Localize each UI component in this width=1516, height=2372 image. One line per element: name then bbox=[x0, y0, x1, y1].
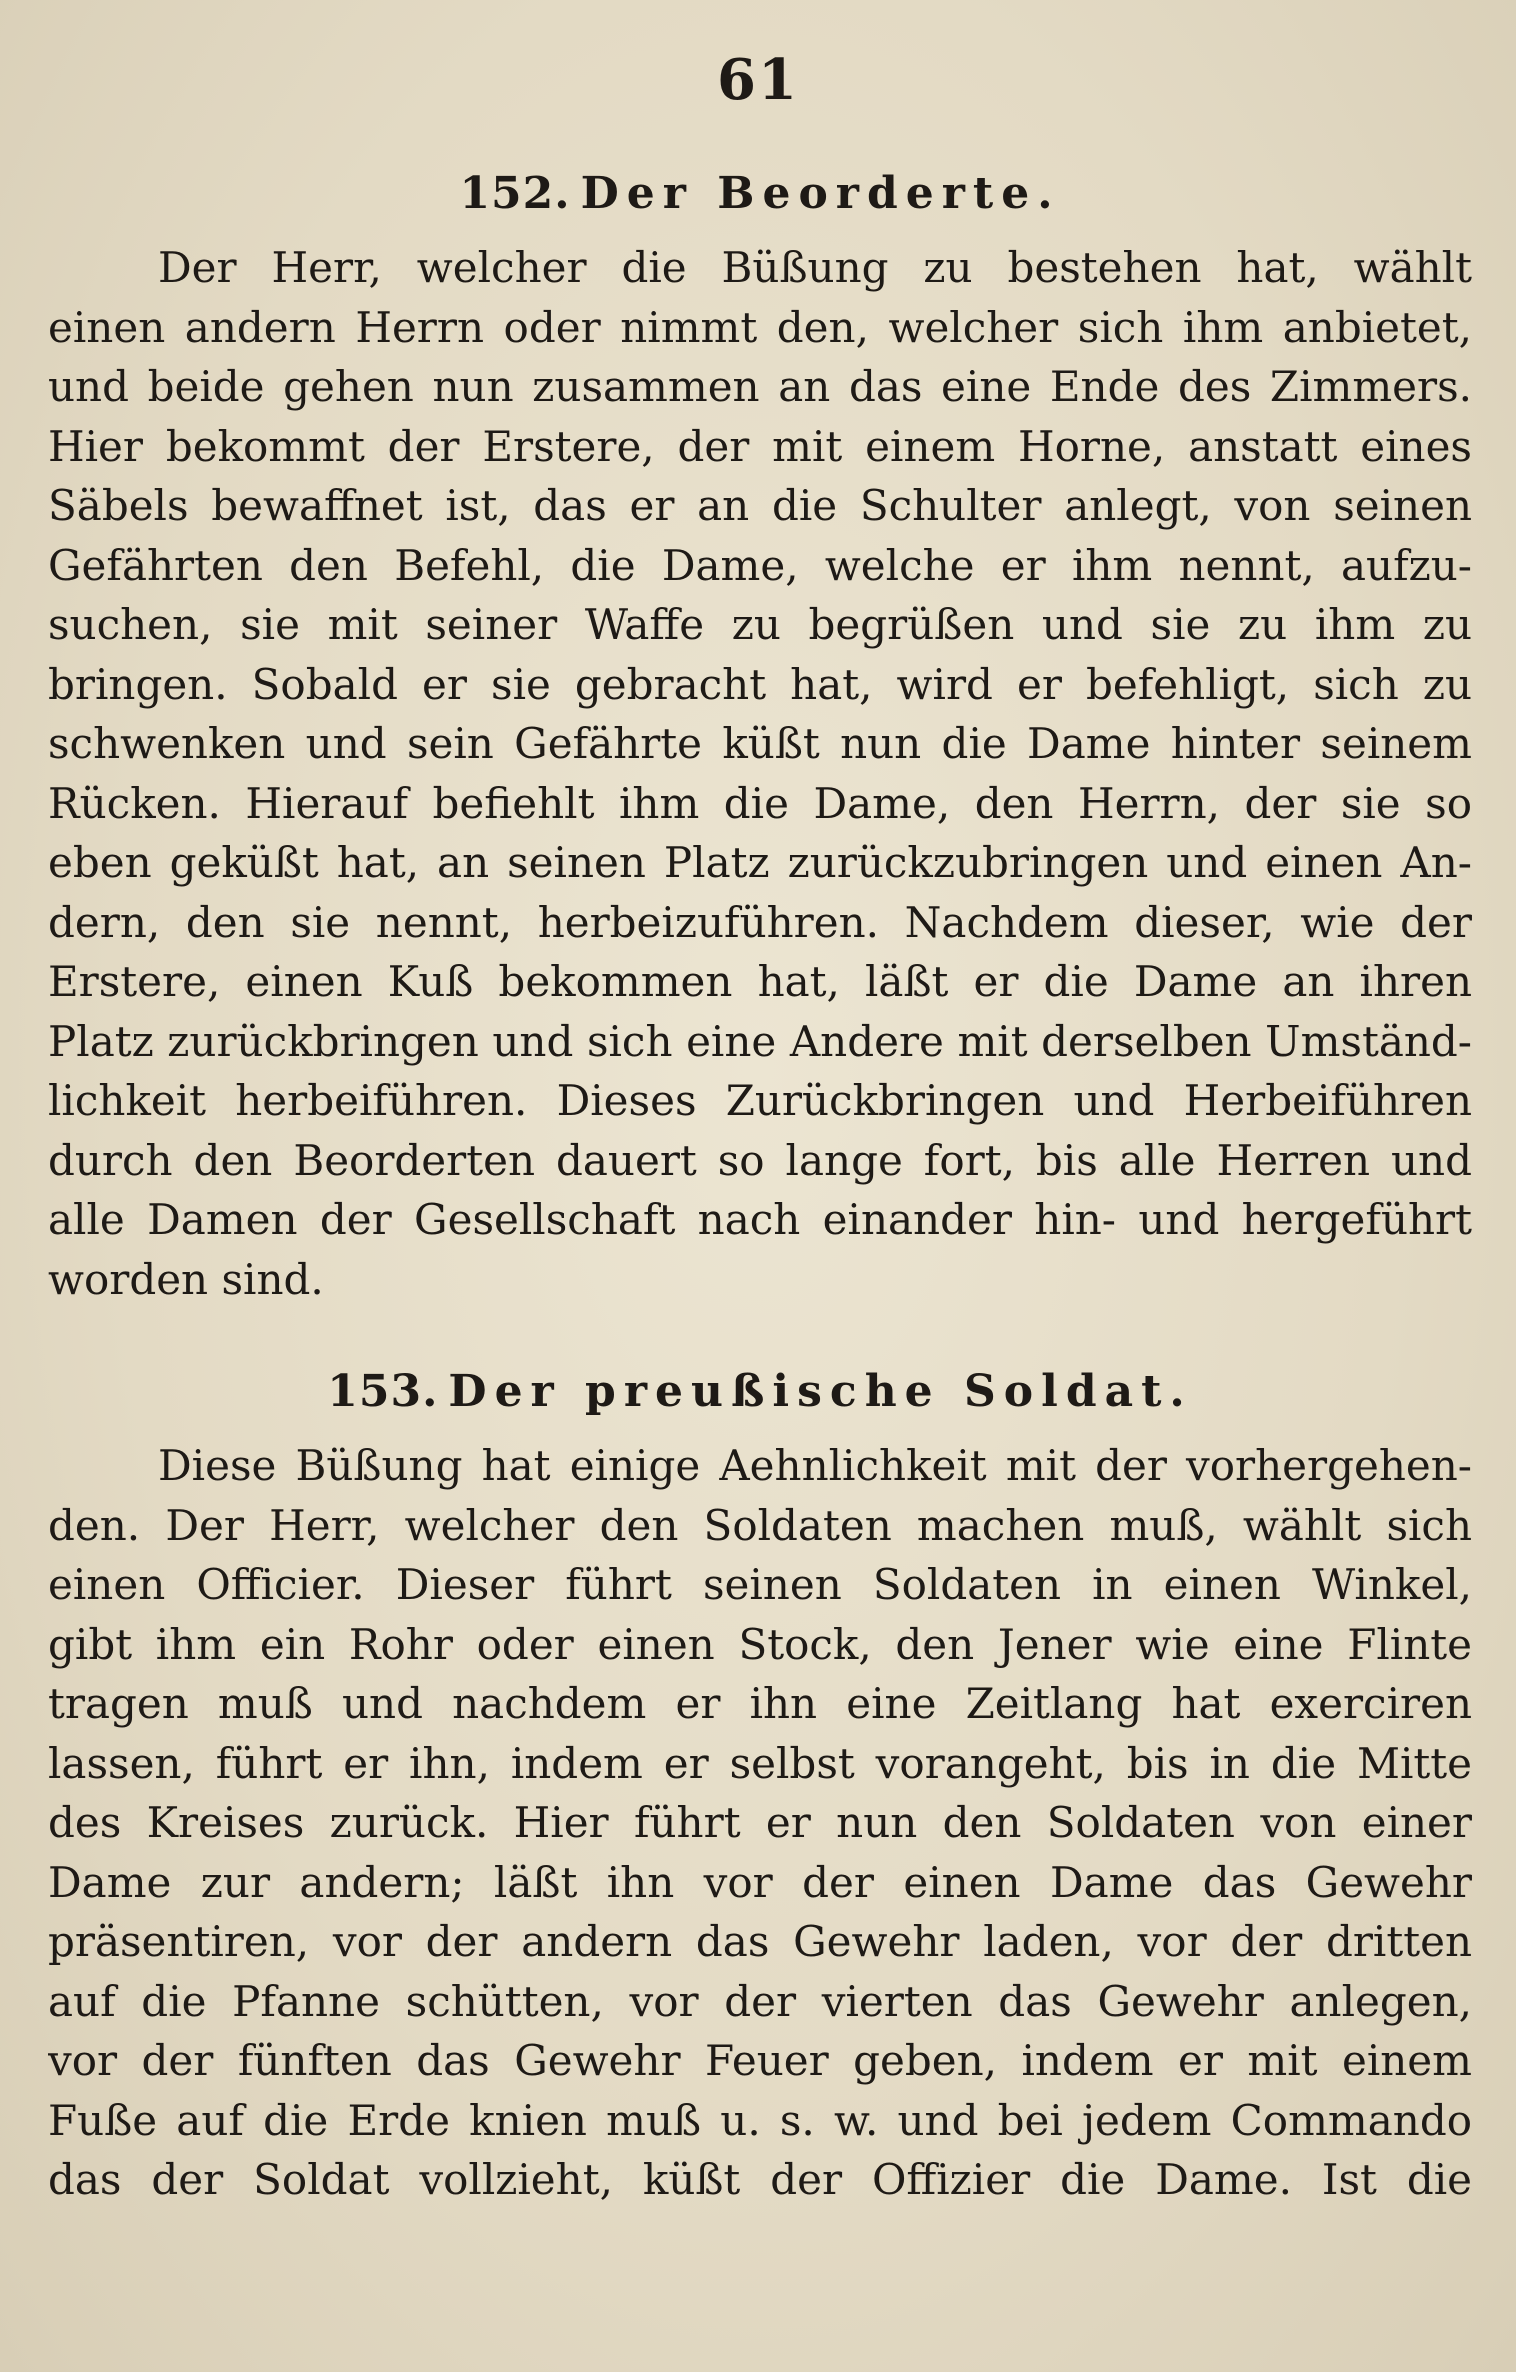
text-line: tragen muß und nachdem er ihn eine Zeitlang hat exerciren bbox=[48, 1679, 1472, 1728]
text-line: einen andern Herrn oder nimmt den, welcher sich ihm anbietet, bbox=[48, 302, 1472, 352]
text-line: Dame zur andern; läßt ihn vor der einen Dame das Gewehr bbox=[48, 1857, 1472, 1907]
section-heading bbox=[48, 162, 1472, 226]
text-line: Gefährten den Befehl, die Dame, welche er ihm nennt, aufzu- bbox=[48, 540, 1472, 590]
text-line: Fuße auf die Erde knien muß u. s. w. und bei jedem Commando bbox=[48, 2095, 1472, 2145]
text-line: einen Officier. Dieser führt seinen Soldaten in einen Winkel, bbox=[48, 1560, 1472, 1609]
text-line: schwenken und sein Gefährte küßt nun die Dame hinter seinem bbox=[48, 719, 1472, 768]
text-line: Der Herr, welcher die Büßung zu bestehen hat, wählt bbox=[158, 243, 1472, 292]
text-line: auf die Pfanne schütten, vor der vierten das Gewehr anlegen, bbox=[48, 1976, 1472, 2026]
text-line: vor der fünften das Gewehr Feuer geben, indem er mit einem bbox=[48, 2036, 1472, 2085]
text-line: gibt ihm ein Rohr oder einen Stock, den Jener wie eine Flinte bbox=[48, 1619, 1472, 1669]
text-line: das der Soldat vollzieht, küßt der Offizier die Dame. Ist die bbox=[48, 2155, 1472, 2204]
section-title: Der preußische Soldat. bbox=[448, 1366, 1193, 1417]
text-line: durch den Beorderten dauert so lange fort, bis alle Herren und bbox=[48, 1135, 1472, 1185]
text-line: lassen, führt er ihn, indem er selbst vorangeht, bis in die Mitte bbox=[48, 1738, 1472, 1788]
page-number: 61 bbox=[717, 47, 799, 113]
text-line: alle Damen der Gesellschaft nach einander hin- und hergeführt bbox=[48, 1195, 1472, 1244]
section-152 bbox=[48, 162, 1472, 1309]
text-line: bringen. Sobald er sie gebracht hat, wird er befehligt, sich zu bbox=[48, 659, 1472, 709]
section-number: 152. bbox=[459, 168, 571, 219]
text-line: den. Der Herr, welcher den Soldaten machen muß, wählt sich bbox=[48, 1500, 1472, 1550]
text-line: eben geküßt hat, an seinen Platz zurückzubringen und einen An- bbox=[48, 838, 1472, 887]
text-line: worden sind. bbox=[48, 1254, 324, 1304]
text-line: suchen, sie mit seiner Waffe zu begrüßen und sie zu ihm zu bbox=[48, 600, 1472, 649]
text-line: lichkeit herbeiführen. Dieses Zurückbringen und Herbeiführen bbox=[48, 1076, 1472, 1125]
text-line: Platz zurückbringen und sich eine Andere mit derselben Umständ- bbox=[48, 1016, 1472, 1066]
section-paragraph bbox=[48, 238, 1472, 1309]
text-line: Erstere, einen Kuß bekommen hat, läßt er die Dame an ihren bbox=[48, 957, 1472, 1006]
text-line: dern, den sie nennt, herbeizuführen. Nachdem dieser, wie der bbox=[48, 897, 1472, 947]
section-title: Der Beorderte. bbox=[580, 168, 1061, 219]
text-line: und beide gehen nun zusammen an das eine Ende des Zimmers. bbox=[48, 362, 1472, 411]
text-line: Hier bekommt der Erstere, der mit einem Horne, anstatt eines bbox=[48, 421, 1472, 471]
text-line: Rücken. Hierauf befiehlt ihm die Dame, den Herrn, der sie so bbox=[48, 778, 1472, 828]
text-line: des Kreises zurück. Hier führt er nun den Soldaten von einer bbox=[48, 1798, 1472, 1847]
section-paragraph bbox=[48, 1436, 1472, 2210]
text-line: Diese Büßung hat einige Aehnlichkeit mit der vorhergehen- bbox=[158, 1441, 1472, 1490]
text-line: Säbels bewaffnet ist, das er an die Schulter anlegt, von seinen bbox=[48, 481, 1472, 530]
section-number: 153. bbox=[327, 1366, 439, 1417]
section-153 bbox=[48, 1360, 1472, 2210]
section-heading bbox=[48, 1360, 1472, 1424]
text-line: präsentiren, vor der andern das Gewehr laden, vor der dritten bbox=[48, 1917, 1472, 1966]
